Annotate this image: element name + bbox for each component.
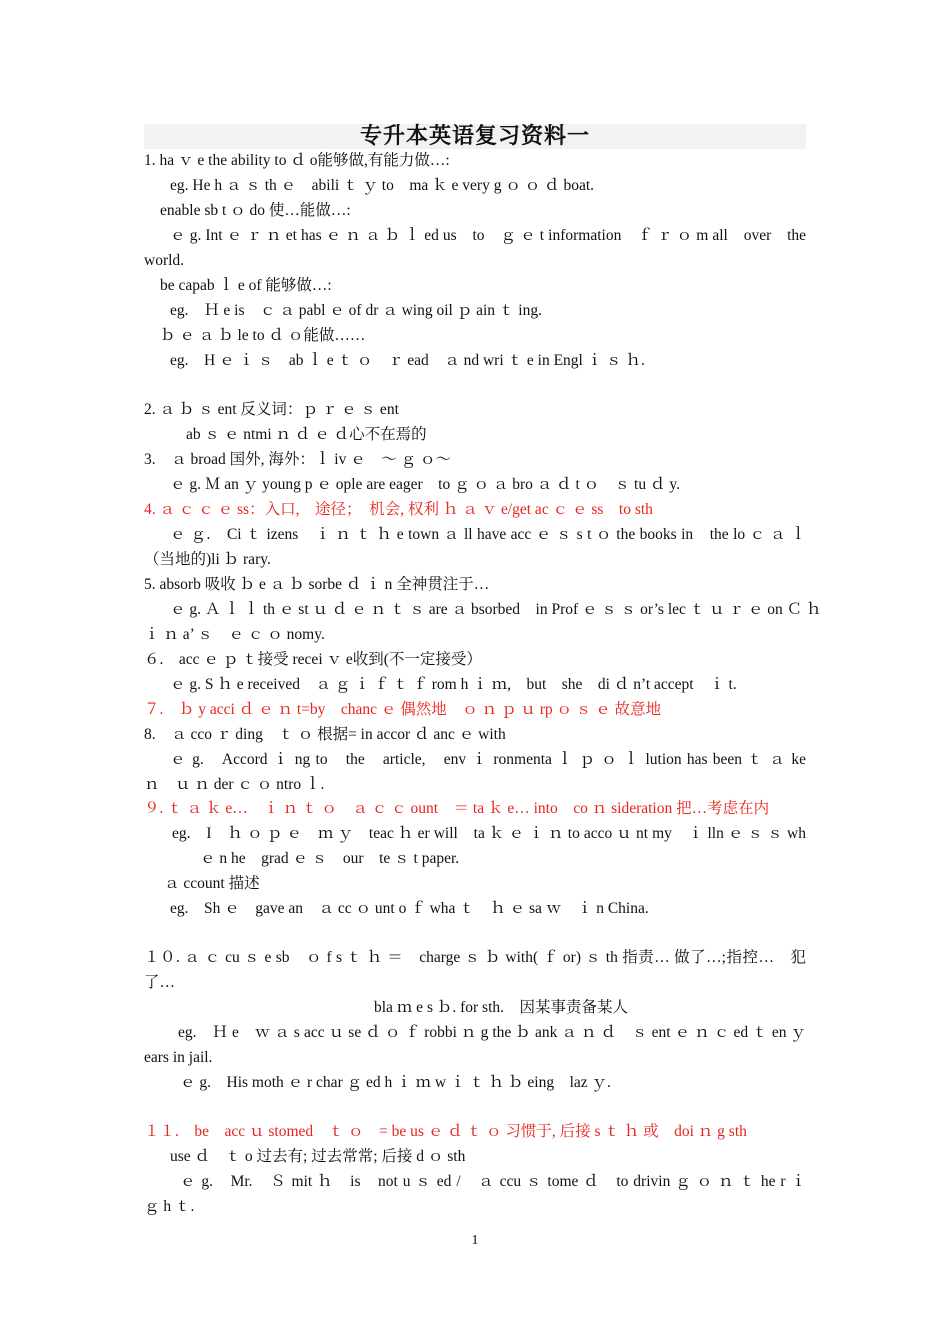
text-line: bla ｍ e s ｂ. for sth. 因某事责备某人 [374,999,629,1016]
text-line: ６. acc ｅ ｐ ｔ接受 recei ｖ e收到(不一定接受） [144,651,482,668]
text-line: enable sb t ｏ do 使…能做…: [160,202,351,219]
text-line: eg. Sh ｅ gave an ａ cc ｏ unt o ｆ wha ｔ ｈ ｅ sa ｗ ｉ n China. [170,900,649,917]
text-line: ab ｓ ｅ ntmi ｎ ｄ ｅ ｄ心不在焉的 [186,426,427,443]
text-line: １０. ａ ｃ cu ｓ e sb ｏ f s ｔ ｈ ＝ charge ｓ ｂ with( ｆ or) ｓ th 指责… 做了…;指控… 犯 [144,949,806,966]
text-line: ａ ccount 描述 [164,875,260,892]
text-line: ｅ g. Ａ ｌ ｌ th ｅ st ｕ ｄ ｅ ｎ ｔ ｓ are ａ bsorbed in Prof ｅ ｓ ｓ or’s lec ｔ ｕ ｒ ｅ on Ｃ ｈ [170,601,822,618]
text-line: 1. ha ｖ e the ability to ｄ o能够做,有能力做…: [144,152,450,169]
text-line: ｎ ｕ ｎ der ｃ ｏ ntro ｌ. [144,776,325,793]
text-line: ｅ ｇ. Ci ｔ izens ｉ ｎ ｔ ｈ e town ａ ll have acc ｅ ｓ s t ｏ the books in the lo ｃ ａ ｌ [170,526,806,543]
text-line: ears in jail. [144,1049,213,1066]
text-line: 2. ａ ｂ ｓ ent 反义词：ｐ ｒ ｅ ｓ ent [144,401,399,418]
text-line: 3. ａ broad 国外, 海外：ｌ iv ｅ ～ ｇ ｏ～ [144,451,451,468]
text-line: ９. ｔ ａ ｋ e… ｉ ｎ ｔ ｏ ａ ｃ ｃ ount ＝ ta ｋ e… into co ｎ sideration 把…考虑在内 [144,800,770,817]
page-title: 专升本英语复习资料一 [144,124,806,149]
text-line: １１. be acc ｕ stomed ｔ ｏ = be us ｅ ｄ ｔ ｏ 习惯于, 后接 s ｔ ｈ 或 doi ｎ g sth [144,1123,747,1140]
text-line: eg. H ｅ ｉ ｓ ab ｌ e ｔ ｏ ｒ ead ａ nd wri ｔ e in Engl ｉ ｓ ｈ. [170,352,645,369]
page-number: 1 [471,1233,479,1248]
text-line: eg. I ｈ ｏ ｐ ｅ ｍ ｙ teac ｈ er will ta ｋ ｅ ｉ ｎ to acco ｕ nt my ｉ lln ｅ ｓ ｓ wh [172,825,806,842]
text-line: ｅ n he grad ｅ ｓ our te ｓ t paper. [200,850,460,867]
text-line: eg. Ｈ e ｗ ａ s acc ｕ se ｄ ｏ ｆ robbi ｎ g the ｂ ank ａ ｎ ｄ ｓ ent ｅ ｎ ｃ ed ｔ en ｙ [178,1024,806,1041]
text-line: ｅ g. Accord ｉ ng to the article, env ｉ ronmenta ｌ ｐ ｏ ｌ lution has been ｔ ａ ke [170,751,806,768]
text-line: ｅ g. Ｍ an ｙ young p ｅ ople are eager to ｇ ｏ ａ bro ａ ｄ t ｏ ｓ tu ｄ y. [170,476,680,493]
text-line: ｅ g. S ｈ e received ａ ｇ ｉ ｆ ｔ ｆ rom h ｉ ｍ, but she di ｄ n’t accept ｉ t. [170,676,737,693]
text-line: be capab ｌ e of 能够做…: [160,277,332,294]
text-line: 了… [144,974,176,991]
text-line: 5. absorb 吸收 ｂ e ａ ｂ sorbe ｄ ｉ n 全神贯注于… [144,576,490,593]
text-line: ｅ g. His moth ｅ r char ｇ ed h ｉ ｍ w ｉ ｔ ｈ ｂ eing laz ｙ. [180,1074,611,1091]
text-line: 4. ａ ｃ ｃ ｅ ss：入口, 途径； 机会, 权利 ｈ ａ ｖ e/get ac ｃ ｅ ss to sth [144,501,653,518]
text-line: ｂ ｅ ａ ｂ le to ｄ ｏ能做…… [160,327,366,344]
text-line: world. [144,252,185,269]
text-line: ７. ｂ y acci ｄ ｅ ｎ t=by chanc ｅ 偶然地 ｏ ｎ ｐ ｕ rp ｏ ｓ ｅ 故意地 [144,701,662,718]
text-line: eg. Ｈ e is ｃ ａ pabl ｅ of dr ａ wing oil ｐ ain ｔ ing. [170,302,542,319]
text-line: ｅ g. Mr. Ｓ mit ｈ is not u ｓ ed / ａ ccu ｓ tome ｄ to drivin ｇ ｏ ｎ ｔ he r ｉ [180,1173,806,1190]
text-line: ｉ ｎ a’ ｓ ｅ ｃ ｏ nomy. [144,626,325,643]
text-line: 8. ａ cco ｒ ding ｔ ｏ 根据= in accor ｄ anc ｅ with [144,726,506,743]
text-line: eg. He h ａ ｓ th ｅ abili ｔ ｙ to ma ｋ e very g ｏ ｏ ｄ boat. [170,177,595,194]
text-line: ｅ g. Int ｅ ｒ ｎ et has ｅ ｎ ａ ｂ ｌ ed us to ｇ ｅ t information ｆ ｒ ｏ m all over the [170,227,806,244]
text-line: use ｄ ｔ o 过去有; 过去常常; 后接 d ｏ sth [170,1148,466,1165]
text-line: ｇ h ｔ. [144,1198,195,1215]
text-line: （当地的)li ｂ rary. [144,551,271,568]
